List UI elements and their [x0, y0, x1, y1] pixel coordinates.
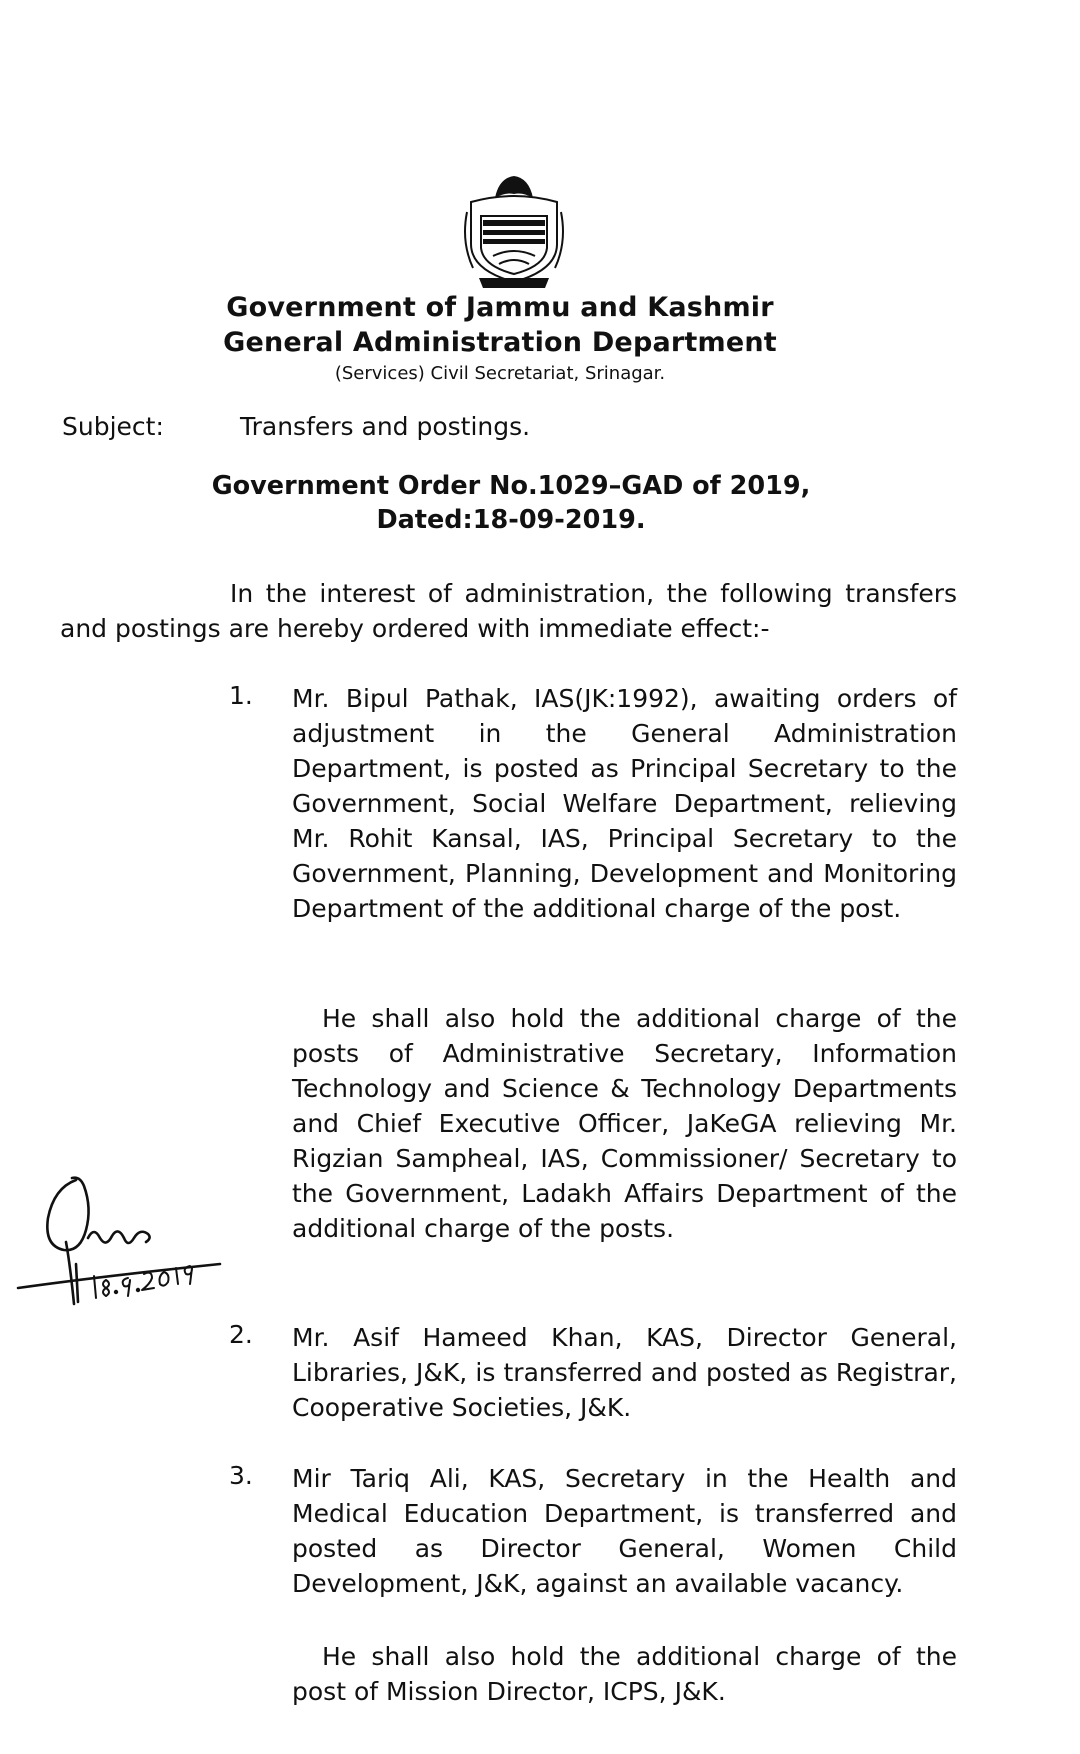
- item-text: Mr. Asif Hameed Khan, KAS, Director General, Libraries, J&K, is transferred and posted as Registrar, Cooperative Societies, J&K.: [292, 1323, 957, 1422]
- header-government: Government of Jammu and Kashmir: [226, 292, 774, 323]
- item-number: 3.: [229, 1461, 253, 1490]
- subject-label: Subject:: [62, 412, 164, 441]
- state-emblem-icon: [459, 172, 569, 294]
- item-additional-text: He shall also hold the additional charge of the post of Mission Director, ICPS, J&K.: [292, 1642, 957, 1706]
- item-number: 1.: [229, 681, 253, 710]
- header-department: General Administration Department: [223, 327, 777, 358]
- intro-paragraph: In the interest of administration, the following transfers and postings are hereby ordered with immediate effect:-: [60, 579, 957, 643]
- handwritten-signature: [14, 1168, 224, 1318]
- order-number: Government Order No.1029–GAD of 2019,: [211, 471, 811, 501]
- subject-text: Transfers and postings.: [240, 412, 531, 441]
- order-date: Dated:18-09-2019.: [376, 505, 646, 535]
- item-text: Mir Tariq Ali, KAS, Secretary in the Health and Medical Education Department, is transferred and posted as Director General, Women Child Development, J&K, against an available vacancy.: [292, 1464, 957, 1598]
- header-office: (Services) Civil Secretariat, Srinagar.: [334, 363, 666, 384]
- item-additional-text: He shall also hold the additional charge of the posts of Administrative Secretary, Information Technology and Science & Technology Departments and Chief Executive Officer, JaKeGA relieving Mr. Rigzian Sampheal, IAS, Commissioner/ Secretary to the Government, Ladakh Affairs Department of the additional charge of the posts.: [292, 1004, 957, 1243]
- item-number: 2.: [229, 1320, 253, 1349]
- item-text: Mr. Bipul Pathak, IAS(JK:1992), awaiting orders of adjustment in the General Administration Department, is posted as Principal Secretary to the Government, Social Welfare Department, relieving Mr. Rohit Kansal, IAS, Principal Secretary to the Government, Planning, Development and Monitoring Department of the additional charge of the post.: [292, 684, 957, 923]
